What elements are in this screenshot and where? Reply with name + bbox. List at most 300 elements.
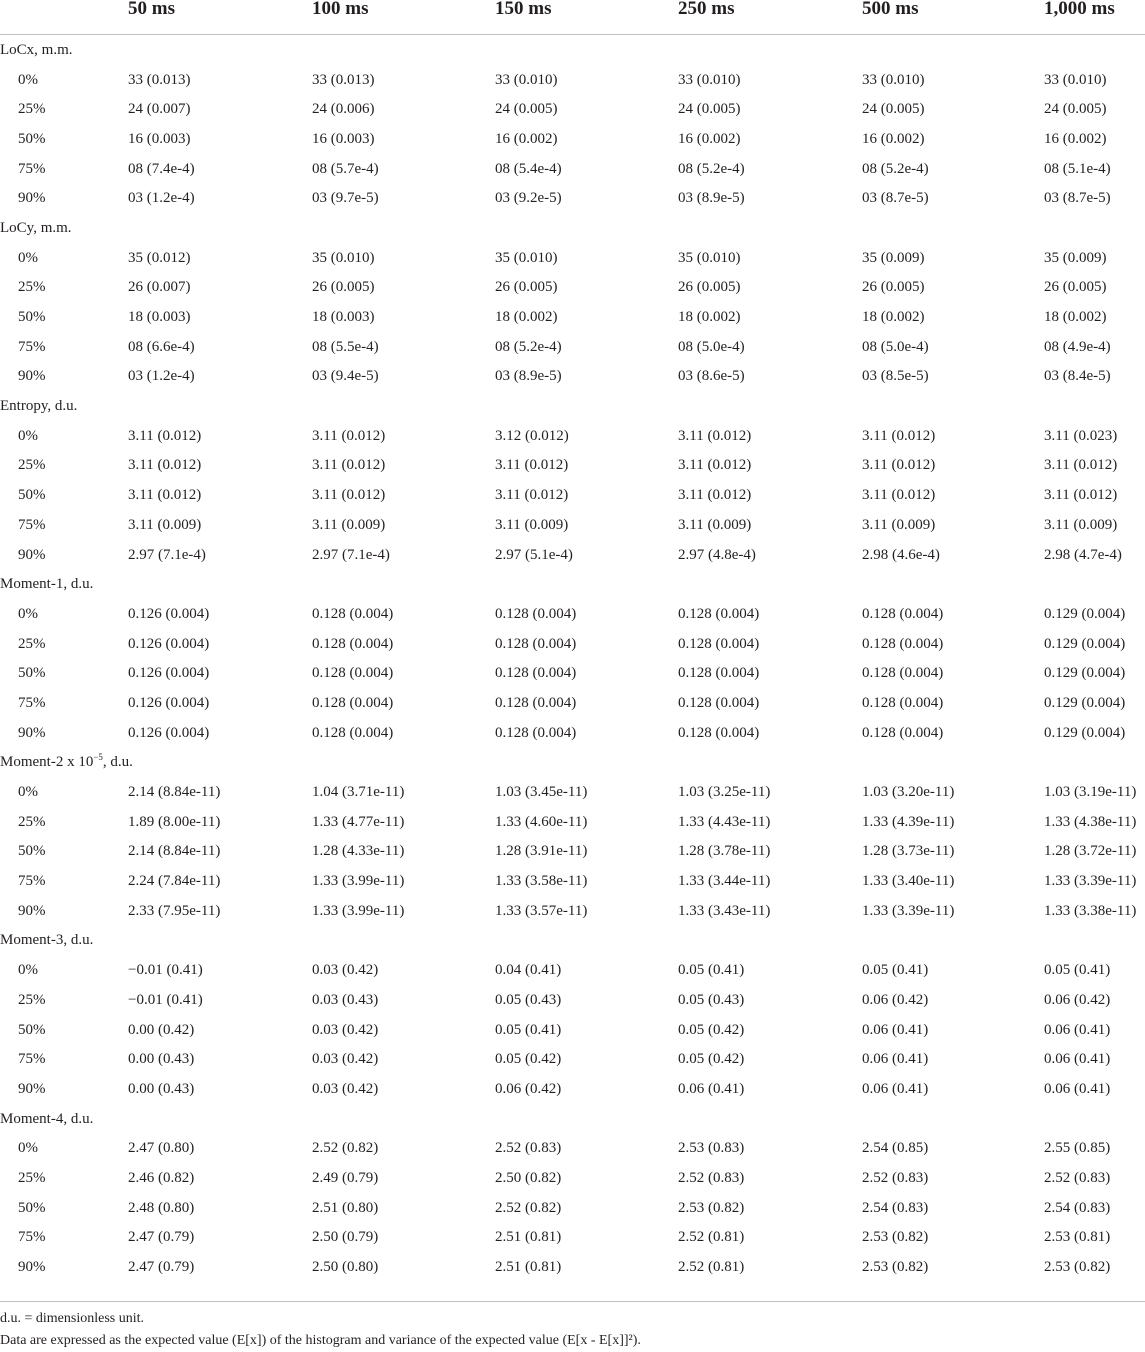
value-cell: 08 (5.0e-4) <box>678 338 745 355</box>
value-cell: 1.33 (4.39e-11) <box>862 813 955 830</box>
value-cell: 0.128 (0.004) <box>312 605 394 622</box>
value-cell: 3.11 (0.012) <box>312 487 386 504</box>
percentile-cell: 50% <box>18 487 46 504</box>
value-cell: 08 (5.2e-4) <box>678 160 745 177</box>
percentile-cell: 25% <box>18 279 46 296</box>
value-cell: 0.128 (0.004) <box>678 635 760 652</box>
value-cell: 0.05 (0.42) <box>678 1051 745 1068</box>
value-cell: 18 (0.002) <box>1044 309 1107 326</box>
percentile-cell: 25% <box>18 457 46 474</box>
percentile-cell: 0% <box>18 249 38 266</box>
value-cell: 0.128 (0.004) <box>678 665 760 682</box>
value-cell: 2.52 (0.83) <box>1044 1169 1111 1186</box>
value-cell: 2.51 (0.81) <box>495 1229 562 1246</box>
table-row <box>0 273 1145 303</box>
value-cell: 0.03 (0.42) <box>312 1021 379 1038</box>
percentile-cell: 90% <box>18 368 46 385</box>
table-row <box>0 896 1145 926</box>
value-cell: 3.11 (0.012) <box>862 427 936 444</box>
value-cell: 0.128 (0.004) <box>495 724 577 741</box>
group-row <box>0 213 1145 243</box>
value-cell: 35 (0.009) <box>1044 249 1107 266</box>
value-cell: 2.97 (7.1e-4) <box>128 546 206 563</box>
value-cell: 1.28 (3.72e-11) <box>1044 843 1137 860</box>
value-cell: 1.28 (3.78e-11) <box>678 843 771 860</box>
value-cell: 3.11 (0.012) <box>678 427 752 444</box>
percentile-cell: 75% <box>18 338 46 355</box>
table-header <box>0 0 1145 35</box>
value-cell: 0.06 (0.41) <box>862 1080 929 1097</box>
group-label-text: LoCx, m.m. <box>0 41 73 58</box>
value-cell: 0.126 (0.004) <box>128 694 210 711</box>
value-cell: 03 (1.2e-4) <box>128 368 195 385</box>
value-cell: 1.33 (4.77e-11) <box>312 813 405 830</box>
percentile-cell: 0% <box>18 71 38 88</box>
value-cell: 1.28 (3.73e-11) <box>862 843 955 860</box>
value-cell: 3.11 (0.009) <box>495 516 569 533</box>
value-cell: 24 (0.006) <box>312 101 375 118</box>
value-cell: 35 (0.010) <box>495 249 558 266</box>
value-cell: 03 (8.9e-5) <box>495 368 562 385</box>
value-cell: 1.33 (4.60e-11) <box>495 813 588 830</box>
percentile-cell: 75% <box>18 516 46 533</box>
table-row <box>0 1163 1145 1193</box>
percentile-cell: 50% <box>18 130 46 147</box>
value-cell: 2.53 (0.83) <box>678 1140 745 1157</box>
value-cell: 0.129 (0.004) <box>1044 724 1126 741</box>
group-label-superscript: −5 <box>93 752 103 763</box>
value-cell: 26 (0.005) <box>495 279 558 296</box>
table-row <box>0 421 1145 451</box>
footnote-data-expression: Data are expressed as the expected value (E[x]) of the histogram and variance of the expected value (E[x - E[x]]²). <box>0 1333 641 1348</box>
value-cell: 2.52 (0.82) <box>495 1199 562 1216</box>
value-cell: 2.97 (4.8e-4) <box>678 546 756 563</box>
value-cell: 0.128 (0.004) <box>495 635 577 652</box>
percentile-cell: 50% <box>18 309 46 326</box>
percentile-cell: 90% <box>18 902 46 919</box>
table-row <box>0 658 1145 688</box>
group-label-text: Moment-1, d.u. <box>0 576 94 593</box>
table-row <box>0 154 1145 184</box>
value-cell: 26 (0.005) <box>862 279 925 296</box>
value-cell: 0.05 (0.41) <box>678 962 745 979</box>
value-cell: 2.52 (0.83) <box>862 1169 929 1186</box>
value-cell: 0.128 (0.004) <box>312 665 394 682</box>
value-cell: 2.53 (0.82) <box>1044 1259 1111 1276</box>
value-cell: 1.03 (3.19e-11) <box>1044 784 1137 801</box>
header-cell-250ms: 250 ms <box>678 0 862 35</box>
percentile-cell: 25% <box>18 635 46 652</box>
value-cell: 3.11 (0.012) <box>495 457 569 474</box>
table-row <box>0 510 1145 540</box>
value-cell: 0.05 (0.42) <box>678 1021 745 1038</box>
table-row <box>0 183 1145 213</box>
value-cell: 0.126 (0.004) <box>128 665 210 682</box>
value-cell: 08 (5.7e-4) <box>312 160 379 177</box>
percentile-cell: 90% <box>18 724 46 741</box>
value-cell: 0.129 (0.004) <box>1044 605 1126 622</box>
value-cell: 3.11 (0.009) <box>862 516 936 533</box>
group-row <box>0 569 1145 599</box>
table-row <box>0 1074 1145 1104</box>
value-cell: 35 (0.010) <box>678 249 741 266</box>
value-cell: 0.05 (0.41) <box>1044 962 1111 979</box>
group-label <box>0 391 1145 421</box>
percentile-cell: 90% <box>18 546 46 563</box>
value-cell: 08 (5.4e-4) <box>495 160 562 177</box>
value-cell: 2.48 (0.80) <box>128 1199 195 1216</box>
value-cell: 0.126 (0.004) <box>128 605 210 622</box>
value-cell: 2.52 (0.83) <box>495 1140 562 1157</box>
value-cell: 03 (8.7e-5) <box>862 190 929 207</box>
value-cell: 26 (0.005) <box>1044 279 1107 296</box>
group-label-text: Moment-3, d.u. <box>0 932 94 949</box>
value-cell: 35 (0.010) <box>312 249 375 266</box>
value-cell: 03 (9.7e-5) <box>312 190 379 207</box>
percentile-cell: 50% <box>18 843 46 860</box>
value-cell: 24 (0.005) <box>495 101 558 118</box>
value-cell: 2.49 (0.79) <box>312 1169 379 1186</box>
table-row <box>0 777 1145 807</box>
value-cell: 0.06 (0.41) <box>1044 1080 1111 1097</box>
value-cell: 0.128 (0.004) <box>312 635 394 652</box>
value-cell: 3.11 (0.023) <box>1044 427 1118 444</box>
value-cell: 0.128 (0.004) <box>312 724 394 741</box>
value-cell: 18 (0.003) <box>312 309 375 326</box>
table-row <box>0 540 1145 570</box>
value-cell: 16 (0.002) <box>862 130 925 147</box>
table-row <box>0 599 1145 629</box>
value-cell: 0.00 (0.43) <box>128 1051 195 1068</box>
value-cell: 33 (0.010) <box>1044 71 1107 88</box>
percentile-cell: 25% <box>18 1169 46 1186</box>
value-cell: 03 (8.7e-5) <box>1044 190 1111 207</box>
value-cell: 18 (0.002) <box>495 309 558 326</box>
table-row <box>0 718 1145 748</box>
percentile-cell: 25% <box>18 101 46 118</box>
value-cell: 33 (0.010) <box>495 71 558 88</box>
percentile-cell: 50% <box>18 1021 46 1038</box>
value-cell: 0.06 (0.42) <box>495 1080 562 1097</box>
value-cell: 03 (9.4e-5) <box>312 368 379 385</box>
value-cell: 2.97 (5.1e-4) <box>495 546 573 563</box>
group-label-suffix: , d.u. <box>102 754 133 771</box>
value-cell: 03 (8.9e-5) <box>678 190 745 207</box>
value-cell: 2.54 (0.83) <box>1044 1199 1111 1216</box>
value-cell: 0.03 (0.42) <box>312 1080 379 1097</box>
table-row <box>0 629 1145 659</box>
value-cell: 0.128 (0.004) <box>862 665 944 682</box>
percentile-cell: 50% <box>18 1199 46 1216</box>
value-cell: 2.50 (0.82) <box>495 1169 562 1186</box>
value-cell: 2.98 (4.6e-4) <box>862 546 940 563</box>
value-cell: 16 (0.002) <box>1044 130 1107 147</box>
value-cell: 2.52 (0.83) <box>678 1169 745 1186</box>
value-cell: 0.03 (0.43) <box>312 991 379 1008</box>
value-cell: 3.11 (0.012) <box>678 487 752 504</box>
value-cell: 2.51 (0.81) <box>495 1259 562 1276</box>
value-cell: 1.03 (3.20e-11) <box>862 784 955 801</box>
table-row <box>0 837 1145 867</box>
table-row <box>0 243 1145 273</box>
value-cell: 0.05 (0.42) <box>495 1051 562 1068</box>
value-cell: 16 (0.003) <box>312 130 375 147</box>
value-cell: 0.128 (0.004) <box>678 694 760 711</box>
value-cell: 0.128 (0.004) <box>678 605 760 622</box>
value-cell: 03 (8.4e-5) <box>1044 368 1111 385</box>
header-row <box>0 0 1145 35</box>
value-cell: 0.126 (0.004) <box>128 724 210 741</box>
value-cell: 16 (0.002) <box>678 130 741 147</box>
value-cell: 2.97 (7.1e-4) <box>312 546 390 563</box>
table-row <box>0 1133 1145 1163</box>
value-cell: 08 (7.4e-4) <box>128 160 195 177</box>
value-cell: 1.33 (4.43e-11) <box>678 813 771 830</box>
value-cell: 0.128 (0.004) <box>862 605 944 622</box>
value-cell: 1.33 (3.38e-11) <box>1044 902 1137 919</box>
value-cell: 08 (6.6e-4) <box>128 338 195 355</box>
value-cell: 3.11 (0.012) <box>1044 487 1118 504</box>
percentile-cell: 25% <box>18 813 46 830</box>
header-cell-100ms: 100 ms <box>312 0 495 35</box>
value-cell: 2.47 (0.80) <box>128 1140 195 1157</box>
group-row <box>0 391 1145 421</box>
table-row <box>0 866 1145 896</box>
value-cell: 1.33 (3.40e-11) <box>862 873 955 890</box>
header-cell-50ms: 50 ms <box>128 0 312 35</box>
value-cell: 2.53 (0.82) <box>862 1229 929 1246</box>
value-cell: 24 (0.005) <box>862 101 925 118</box>
value-cell: 1.33 (3.43e-11) <box>678 902 771 919</box>
value-cell: 2.33 (7.95e-11) <box>128 902 221 919</box>
value-cell: −0.01 (0.41) <box>128 991 203 1008</box>
value-cell: 1.33 (3.58e-11) <box>495 873 588 890</box>
value-cell: 3.11 (0.009) <box>128 516 202 533</box>
value-cell: 0.06 (0.41) <box>1044 1021 1111 1038</box>
value-cell: 0.06 (0.41) <box>1044 1051 1111 1068</box>
percentile-cell: 75% <box>18 1229 46 1246</box>
value-cell: 2.54 (0.83) <box>862 1199 929 1216</box>
group-label <box>0 35 1145 65</box>
group-row <box>0 748 1145 778</box>
value-cell: 0.128 (0.004) <box>495 605 577 622</box>
table-row <box>0 302 1145 332</box>
value-cell: 16 (0.002) <box>495 130 558 147</box>
value-cell: 3.11 (0.012) <box>128 427 202 444</box>
value-cell: 3.11 (0.012) <box>128 487 202 504</box>
percentile-cell: 0% <box>18 427 38 444</box>
value-cell: 0.06 (0.41) <box>678 1080 745 1097</box>
percentile-cell: 0% <box>18 962 38 979</box>
value-cell: 0.06 (0.41) <box>862 1021 929 1038</box>
value-cell: 0.05 (0.43) <box>495 991 562 1008</box>
value-cell: 1.28 (3.91e-11) <box>495 843 588 860</box>
value-cell: 0.05 (0.43) <box>678 991 745 1008</box>
table-row <box>0 451 1145 481</box>
value-cell: 0.126 (0.004) <box>128 635 210 652</box>
group-label <box>0 569 1145 599</box>
value-cell: 0.128 (0.004) <box>678 724 760 741</box>
value-cell: 24 (0.005) <box>1044 101 1107 118</box>
value-cell: 3.11 (0.009) <box>678 516 752 533</box>
value-cell: 35 (0.009) <box>862 249 925 266</box>
value-cell: 33 (0.013) <box>128 71 191 88</box>
value-cell: 2.52 (0.81) <box>678 1259 745 1276</box>
percentile-cell: 0% <box>18 605 38 622</box>
value-cell: 08 (5.1e-4) <box>1044 160 1111 177</box>
group-row <box>0 35 1145 65</box>
value-cell: 0.128 (0.004) <box>495 665 577 682</box>
value-cell: 08 (5.5e-4) <box>312 338 379 355</box>
value-cell: 2.54 (0.85) <box>862 1140 929 1157</box>
table-row <box>0 688 1145 718</box>
value-cell: 3.11 (0.012) <box>312 457 386 474</box>
value-cell: 1.03 (3.25e-11) <box>678 784 771 801</box>
value-cell: 33 (0.010) <box>862 71 925 88</box>
group-label <box>0 926 1145 956</box>
value-cell: 0.06 (0.41) <box>862 1051 929 1068</box>
group-label <box>0 213 1145 243</box>
value-cell: 35 (0.012) <box>128 249 191 266</box>
percentile-cell: 75% <box>18 873 46 890</box>
value-cell: 0.128 (0.004) <box>862 724 944 741</box>
value-cell: 1.33 (3.39e-11) <box>862 902 955 919</box>
table-row <box>0 480 1145 510</box>
value-cell: 0.129 (0.004) <box>1044 694 1126 711</box>
header-cell-150ms: 150 ms <box>495 0 678 35</box>
value-cell: 0.129 (0.004) <box>1044 635 1126 652</box>
table-footnotes <box>0 1308 1145 1352</box>
table-row <box>0 362 1145 392</box>
header-cell-empty <box>0 0 128 35</box>
value-cell: 3.11 (0.009) <box>312 516 386 533</box>
value-cell: 0.128 (0.004) <box>312 694 394 711</box>
value-cell: 2.51 (0.80) <box>312 1199 379 1216</box>
group-label-text: Moment-4, d.u. <box>0 1110 94 1127</box>
value-cell: 1.28 (4.33e-11) <box>312 843 405 860</box>
percentile-cell: 90% <box>18 190 46 207</box>
percentile-cell: 75% <box>18 1051 46 1068</box>
table-row <box>0 985 1145 1015</box>
value-cell: 18 (0.002) <box>678 309 741 326</box>
group-row <box>0 1104 1145 1134</box>
table-row <box>0 65 1145 95</box>
value-cell: 0.06 (0.42) <box>1044 991 1111 1008</box>
table-row <box>0 955 1145 985</box>
table-row <box>0 124 1145 154</box>
value-cell: 2.50 (0.80) <box>312 1259 379 1276</box>
value-cell: 03 (8.5e-5) <box>862 368 929 385</box>
percentile-cell: 75% <box>18 694 46 711</box>
value-cell: 0.03 (0.42) <box>312 1051 379 1068</box>
value-cell: 08 (5.0e-4) <box>862 338 929 355</box>
value-cell: 0.03 (0.42) <box>312 962 379 979</box>
group-label-text: Moment-2 x 10 <box>0 754 94 771</box>
value-cell: 3.11 (0.012) <box>862 457 936 474</box>
value-cell: 2.14 (8.84e-11) <box>128 784 221 801</box>
header-cell-500ms: 500 ms <box>862 0 1044 35</box>
percentile-cell: 90% <box>18 1259 46 1276</box>
value-cell: 2.47 (0.79) <box>128 1259 195 1276</box>
value-cell: 03 (8.6e-5) <box>678 368 745 385</box>
value-cell: 0.128 (0.004) <box>862 635 944 652</box>
value-cell: 2.53 (0.82) <box>678 1199 745 1216</box>
group-row <box>0 926 1145 956</box>
value-cell: 3.12 (0.012) <box>495 427 569 444</box>
value-cell: 3.11 (0.012) <box>128 457 202 474</box>
value-cell: 0.00 (0.43) <box>128 1080 195 1097</box>
footnote-du: d.u. = dimensionless unit. <box>0 1311 145 1326</box>
table-row <box>0 332 1145 362</box>
value-cell: 33 (0.010) <box>678 71 741 88</box>
value-cell: 08 (5.2e-4) <box>862 160 929 177</box>
percentile-cell: 50% <box>18 665 46 682</box>
percentile-cell: 0% <box>18 784 38 801</box>
value-cell: 2.98 (4.7e-4) <box>1044 546 1122 563</box>
value-cell: 2.14 (8.84e-11) <box>128 843 221 860</box>
value-cell: 3.11 (0.012) <box>678 457 752 474</box>
group-label <box>0 748 1145 778</box>
value-cell: 0.06 (0.42) <box>862 991 929 1008</box>
table-bottom-rule <box>0 1301 1145 1302</box>
table-row <box>0 1044 1145 1074</box>
value-cell: 26 (0.005) <box>312 279 375 296</box>
value-cell: 08 (4.9e-4) <box>1044 338 1111 355</box>
value-cell: −0.01 (0.41) <box>128 962 203 979</box>
value-cell: 3.11 (0.009) <box>1044 516 1118 533</box>
value-cell: 2.55 (0.85) <box>1044 1140 1111 1157</box>
value-cell: 03 (9.2e-5) <box>495 190 562 207</box>
value-cell: 24 (0.005) <box>678 101 741 118</box>
value-cell: 2.46 (0.82) <box>128 1169 195 1186</box>
value-cell: 1.89 (8.00e-11) <box>128 813 221 830</box>
value-cell: 2.24 (7.84e-11) <box>128 873 221 890</box>
percentile-cell: 90% <box>18 1080 46 1097</box>
value-cell: 18 (0.003) <box>128 309 191 326</box>
value-cell: 3.11 (0.012) <box>495 487 569 504</box>
value-cell: 1.33 (3.39e-11) <box>1044 873 1137 890</box>
value-cell: 0.05 (0.41) <box>495 1021 562 1038</box>
value-cell: 1.33 (4.38e-11) <box>1044 813 1137 830</box>
value-cell: 0.00 (0.42) <box>128 1021 195 1038</box>
value-cell: 1.33 (3.57e-11) <box>495 902 588 919</box>
percentile-cell: 0% <box>18 1140 38 1157</box>
value-cell: 1.33 (3.44e-11) <box>678 873 771 890</box>
value-cell: 3.11 (0.012) <box>312 427 386 444</box>
percentile-cell: 25% <box>18 991 46 1008</box>
value-cell: 1.04 (3.71e-11) <box>312 784 405 801</box>
value-cell: 2.47 (0.79) <box>128 1229 195 1246</box>
value-cell: 2.53 (0.81) <box>1044 1229 1111 1246</box>
value-cell: 2.50 (0.79) <box>312 1229 379 1246</box>
value-cell: 3.11 (0.012) <box>1044 457 1118 474</box>
table-row <box>0 1015 1145 1045</box>
value-cell: 2.52 (0.82) <box>312 1140 379 1157</box>
value-cell: 33 (0.013) <box>312 71 375 88</box>
value-cell: 2.53 (0.82) <box>862 1259 929 1276</box>
group-label-text: Entropy, d.u. <box>0 398 78 415</box>
value-cell: 03 (1.2e-4) <box>128 190 195 207</box>
table-row <box>0 94 1145 124</box>
value-cell: 26 (0.007) <box>128 279 191 296</box>
value-cell: 26 (0.005) <box>678 279 741 296</box>
table-row <box>0 1193 1145 1223</box>
table-row <box>0 807 1145 837</box>
value-cell: 0.128 (0.004) <box>862 694 944 711</box>
value-cell: 18 (0.002) <box>862 309 925 326</box>
value-cell: 1.33 (3.99e-11) <box>312 902 405 919</box>
value-cell: 0.129 (0.004) <box>1044 665 1126 682</box>
